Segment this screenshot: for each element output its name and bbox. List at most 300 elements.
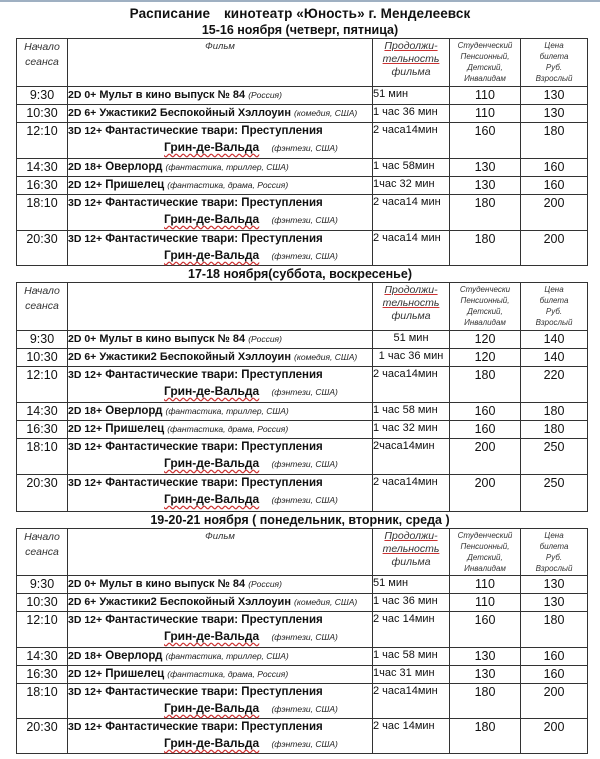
- film-genre: (Россия): [248, 579, 282, 589]
- table-row: [17, 719, 588, 754]
- discount-price: 110: [450, 576, 521, 594]
- film-duration: 1 час 58 мин: [373, 403, 450, 421]
- header-text-line: Продолжи-: [384, 40, 438, 52]
- film-genre: (фэнтези, США): [271, 632, 338, 642]
- film-genre: (фантастика, драма, Россия): [167, 180, 289, 190]
- film-title: Фантастические твари: Преступления: [105, 125, 323, 137]
- session-time: 14:30: [17, 403, 68, 421]
- film-duration: 1 час 36 мин: [373, 105, 450, 123]
- adult-price: 200: [521, 195, 588, 231]
- film-duration: 1 час 36 мин: [373, 594, 450, 612]
- film-cell: [68, 231, 373, 266]
- header-text-line: фильма: [391, 66, 431, 78]
- film-line-1: [68, 195, 372, 211]
- session-time: 9:30: [17, 331, 68, 349]
- film-line-1: [68, 403, 372, 419]
- adult-price: 160: [521, 177, 588, 195]
- film-duration: 2 часа14мин: [373, 367, 450, 403]
- header-text-line: Взрослый: [535, 74, 573, 83]
- header-duration-text: [373, 529, 449, 569]
- table-row: [17, 231, 588, 266]
- adult-price: 140: [521, 349, 588, 367]
- header-text-line: Цена: [544, 285, 564, 294]
- adult-price: 180: [521, 612, 588, 648]
- film-title: Пришелец: [105, 179, 165, 191]
- film-cell: [68, 349, 373, 367]
- header-session-start: [17, 283, 68, 331]
- adult-price: 130: [521, 576, 588, 594]
- header-text-line: Начало: [24, 285, 60, 297]
- adult-price: 180: [521, 123, 588, 159]
- film-title-continued: Грин-де-Вальда: [164, 384, 260, 398]
- film-line-1: [68, 349, 372, 365]
- header-text-line: билета: [539, 52, 569, 61]
- header-session-start: [17, 39, 68, 87]
- discount-price: 130: [450, 666, 521, 684]
- film-title-continued: Грин-де-Вальда: [164, 492, 260, 506]
- header-text-line: Начало: [24, 41, 60, 53]
- header-discount-price-text: [450, 529, 520, 574]
- film-line-1: [68, 87, 372, 103]
- film-format-rating: 2D 6+: [68, 596, 97, 608]
- film-duration: 2часа14мин: [373, 439, 450, 475]
- adult-price: 130: [521, 87, 588, 105]
- film-title-continued: Грин-де-Вальда: [164, 456, 260, 470]
- film-cell: [68, 331, 373, 349]
- table-header-row: [17, 529, 588, 576]
- film-line-1: [68, 123, 372, 139]
- header-adult-price: [521, 529, 588, 576]
- header-text-line: Инвалидам: [464, 318, 506, 327]
- schedule-table: [16, 38, 588, 266]
- film-cell: [68, 367, 373, 403]
- header-discount-price: [450, 39, 521, 87]
- film-title: Мульт в кино выпуск № 84: [99, 578, 246, 590]
- film-duration: 1 час 58 мин: [373, 648, 450, 666]
- table-row: [17, 177, 588, 195]
- header-text-line: Руб.: [545, 307, 563, 316]
- film-genre: (Россия): [248, 334, 282, 344]
- film-genre: (фэнтези, США): [271, 387, 338, 397]
- discount-price: 200: [450, 475, 521, 512]
- top-border-line: [0, 0, 600, 2]
- discount-price: 180: [450, 231, 521, 266]
- table-row: [17, 648, 588, 666]
- film-format-rating: 2D 18+: [68, 650, 103, 662]
- adult-price: 180: [521, 403, 588, 421]
- header-adult-price: [521, 39, 588, 87]
- film-genre: (комедия, США): [294, 108, 358, 118]
- discount-price: 160: [450, 403, 521, 421]
- discount-price: 180: [450, 684, 521, 719]
- discount-price: 160: [450, 123, 521, 159]
- adult-price: 250: [521, 475, 588, 512]
- film-title: Фантастические твари: Преступления: [105, 686, 323, 698]
- session-time: 16:30: [17, 666, 68, 684]
- film-line-1: [68, 367, 372, 383]
- film-line-1: [68, 439, 372, 455]
- header-session-start-text: [17, 529, 67, 560]
- page-title-part2: кинотеатр «Юность» г. Менделеевск: [223, 6, 471, 21]
- header-text-line: Пенсионный,: [460, 52, 510, 61]
- session-time: 20:30: [17, 231, 68, 266]
- discount-price: 160: [450, 421, 521, 439]
- table-header-row: [17, 39, 588, 87]
- session-time: 10:30: [17, 594, 68, 612]
- film-genre: (комедия, США): [294, 597, 358, 607]
- film-cell: [68, 403, 373, 421]
- film-title: Оверлорд: [105, 650, 163, 662]
- film-cell: [68, 576, 373, 594]
- header-text-line: Детский,: [467, 307, 503, 316]
- film-line-2: [68, 211, 372, 228]
- session-time: 14:30: [17, 159, 68, 177]
- film-line-1: [68, 177, 372, 193]
- film-line-1: [68, 719, 372, 735]
- header-discount-price: [450, 283, 521, 331]
- film-title: Ужастики2 Беспокойный Хэллоуин: [99, 596, 291, 608]
- header-text-line: Взрослый: [535, 564, 573, 573]
- session-time: 12:10: [17, 123, 68, 159]
- film-format-rating: 3D 12+: [68, 721, 103, 733]
- header-text-line: сеанса: [25, 56, 59, 68]
- table-row: [17, 666, 588, 684]
- header-text-line: фильма: [391, 556, 431, 568]
- film-genre: (фэнтези, США): [271, 739, 338, 749]
- session-time: 16:30: [17, 177, 68, 195]
- session-time: 9:30: [17, 576, 68, 594]
- adult-price: 200: [521, 719, 588, 754]
- film-genre: (фэнтези, США): [271, 251, 338, 261]
- adult-price: 220: [521, 367, 588, 403]
- header-text-line: Студенческий: [457, 531, 513, 540]
- session-time: 12:10: [17, 612, 68, 648]
- film-line-2: [68, 247, 372, 264]
- table-row: [17, 439, 588, 475]
- film-format-rating: 2D 12+: [68, 668, 103, 680]
- film-genre: (фэнтези, США): [271, 215, 338, 225]
- schedule-table: [16, 528, 588, 754]
- film-format-rating: 2D 0+: [68, 89, 97, 101]
- section-subtitle: 17-18 ноября(суббота, воскресенье): [188, 267, 412, 281]
- adult-price: 130: [521, 105, 588, 123]
- adult-price: 200: [521, 684, 588, 719]
- film-cell: [68, 719, 373, 754]
- header-discount-price-text: [450, 39, 520, 84]
- header-session-start-text: [17, 283, 67, 314]
- film-title: Фантастические твари: Преступления: [105, 197, 323, 209]
- header-text-line: Цена: [544, 41, 564, 50]
- session-time: 20:30: [17, 475, 68, 512]
- header-adult-price: [521, 283, 588, 331]
- film-genre: (комедия, США): [294, 352, 358, 362]
- film-line-2: [68, 491, 372, 508]
- header-duration-text: [373, 283, 449, 323]
- film-duration: 2 час 14мин: [373, 719, 450, 754]
- header-duration: [373, 283, 450, 331]
- film-format-rating: 3D 12+: [68, 233, 103, 245]
- film-line-1: [68, 594, 372, 610]
- header-text-line: Продолжи-: [384, 284, 438, 296]
- header-film-label: Фильм: [205, 531, 235, 542]
- film-genre: (фэнтези, США): [271, 704, 338, 714]
- table-row: [17, 349, 588, 367]
- film-title-continued: Грин-де-Вальда: [164, 701, 260, 715]
- header-session-start-text: [17, 39, 67, 70]
- discount-price: 200: [450, 439, 521, 475]
- session-time: 18:10: [17, 439, 68, 475]
- film-title: Фантастические твари: Преступления: [105, 614, 323, 626]
- adult-price: 250: [521, 439, 588, 475]
- film-genre: (фантастика, драма, Россия): [167, 669, 289, 679]
- film-line-2: [68, 628, 372, 645]
- header-adult-price-text: [521, 529, 587, 574]
- film-format-rating: 3D 12+: [68, 614, 103, 626]
- table-row: [17, 612, 588, 648]
- film-line-1: [68, 475, 372, 491]
- film-title: Фантастические твари: Преступления: [105, 477, 323, 489]
- section-subtitle: 19-20-21 ноября ( понедельник, вторник, среда ): [150, 513, 450, 527]
- film-cell: [68, 421, 373, 439]
- film-title: Оверлорд: [105, 405, 163, 417]
- film-title: Пришелец: [105, 668, 165, 680]
- film-duration: 51 мин: [373, 576, 450, 594]
- discount-price: 130: [450, 648, 521, 666]
- header-text-line: сеанса: [25, 300, 59, 312]
- film-format-rating: 2D 12+: [68, 423, 103, 435]
- table-row: [17, 403, 588, 421]
- header-film: [68, 283, 373, 331]
- film-duration: 2 часа14мин: [373, 123, 450, 159]
- film-title: Фантастические твари: Преступления: [105, 233, 323, 245]
- film-genre: (фэнтези, США): [271, 143, 338, 153]
- film-format-rating: 2D 12+: [68, 179, 103, 191]
- discount-price: 120: [450, 331, 521, 349]
- header-text-line: Студенческий: [457, 41, 513, 50]
- film-format-rating: 3D 12+: [68, 686, 103, 698]
- film-cell: [68, 123, 373, 159]
- session-time: 18:10: [17, 195, 68, 231]
- table-row: [17, 105, 588, 123]
- header-text-line: Начало: [24, 531, 60, 543]
- film-cell: [68, 594, 373, 612]
- film-cell: [68, 195, 373, 231]
- header-text-line: Цена: [544, 531, 564, 540]
- table-row: [17, 576, 588, 594]
- adult-price: 160: [521, 159, 588, 177]
- film-cell: [68, 159, 373, 177]
- film-line-1: [68, 648, 372, 664]
- header-text-line: тельность: [382, 543, 440, 555]
- header-text-line: Руб.: [545, 553, 563, 562]
- film-line-1: [68, 576, 372, 592]
- discount-price: 180: [450, 719, 521, 754]
- film-duration: 2 час 14мин: [373, 612, 450, 648]
- film-genre: (фэнтези, США): [271, 495, 338, 505]
- film-title: Пришелец: [105, 423, 165, 435]
- film-duration: 2 часа14 мин: [373, 231, 450, 266]
- table-row: [17, 87, 588, 105]
- table-row: [17, 684, 588, 719]
- film-format-rating: 2D 6+: [68, 107, 97, 119]
- film-title: Фантастические твари: Преступления: [105, 441, 323, 453]
- film-line-1: [68, 105, 372, 121]
- film-genre: (фантастика, драма, Россия): [167, 424, 289, 434]
- film-cell: [68, 105, 373, 123]
- film-cell: [68, 87, 373, 105]
- table-row: [17, 195, 588, 231]
- schedule-table: [16, 282, 588, 512]
- film-duration: 51 мин: [373, 331, 450, 349]
- table-row: [17, 421, 588, 439]
- header-discount-price: [450, 529, 521, 576]
- header-duration: [373, 529, 450, 576]
- header-text-line: Взрослый: [535, 318, 573, 327]
- adult-price: 160: [521, 648, 588, 666]
- film-duration: 51 мин: [373, 87, 450, 105]
- header-text-line: Студенчески: [459, 285, 511, 294]
- film-cell: [68, 684, 373, 719]
- film-title: Фантастические твари: Преступления: [105, 369, 323, 381]
- film-format-rating: 3D 12+: [68, 197, 103, 209]
- adult-price: 200: [521, 231, 588, 266]
- header-text-line: Пенсионный,: [460, 542, 510, 551]
- session-time: 18:10: [17, 684, 68, 719]
- session-time: 9:30: [17, 87, 68, 105]
- film-title-continued: Грин-де-Вальда: [164, 629, 260, 643]
- film-title: Мульт в кино выпуск № 84: [99, 333, 246, 345]
- header-text-line: Руб.: [545, 63, 563, 72]
- film-title-continued: Грин-де-Вальда: [164, 140, 260, 154]
- film-cell: [68, 648, 373, 666]
- header-text-line: Детский,: [467, 553, 503, 562]
- film-line-2: [68, 383, 372, 400]
- header-discount-price-text: [450, 283, 520, 328]
- film-format-rating: 2D 0+: [68, 333, 97, 345]
- film-line-2: [68, 455, 372, 472]
- session-time: 16:30: [17, 421, 68, 439]
- film-cell: [68, 177, 373, 195]
- film-cell: [68, 439, 373, 475]
- header-text-line: Детский,: [467, 63, 503, 72]
- film-line-1: [68, 612, 372, 628]
- table-row: [17, 367, 588, 403]
- film-duration: 1 час 36 мин: [373, 349, 450, 367]
- film-genre: (фантастика, триллер, США): [165, 406, 289, 416]
- film-cell: [68, 612, 373, 648]
- header-film: [68, 529, 373, 576]
- discount-price: 110: [450, 87, 521, 105]
- header-text-line: сеанса: [25, 546, 59, 558]
- adult-price: 160: [521, 666, 588, 684]
- header-text-line: фильма: [391, 310, 431, 322]
- table-row: [17, 123, 588, 159]
- table-row: [17, 594, 588, 612]
- session-time: 14:30: [17, 648, 68, 666]
- film-genre: (фантастика, триллер, США): [165, 651, 289, 661]
- header-adult-price-text: [521, 283, 587, 328]
- page-title-part1: Расписание: [129, 6, 211, 21]
- adult-price: 180: [521, 421, 588, 439]
- film-genre: (фантастика, триллер, США): [165, 162, 289, 172]
- header-text-line: тельность: [382, 53, 440, 65]
- film-genre: (Россия): [248, 90, 282, 100]
- discount-price: 180: [450, 367, 521, 403]
- film-genre: (фэнтези, США): [271, 459, 338, 469]
- adult-price: 130: [521, 594, 588, 612]
- table-header-row: [17, 283, 588, 331]
- header-text-line: Продолжи-: [384, 530, 438, 542]
- discount-price: 180: [450, 195, 521, 231]
- section-subtitle: 15-16 ноября (четверг, пятница): [201, 23, 399, 37]
- table-row: [17, 159, 588, 177]
- discount-price: 120: [450, 349, 521, 367]
- film-cell: [68, 475, 373, 512]
- film-line-1: [68, 331, 372, 347]
- header-text-line: билета: [539, 296, 569, 305]
- film-format-rating: 2D 6+: [68, 351, 97, 363]
- session-time: 10:30: [17, 349, 68, 367]
- discount-price: 110: [450, 105, 521, 123]
- header-text-line: билета: [539, 542, 569, 551]
- film-format-rating: 3D 12+: [68, 369, 103, 381]
- adult-price: 140: [521, 331, 588, 349]
- film-line-1: [68, 231, 372, 247]
- header-text-line: Пенсионный,: [460, 296, 510, 305]
- header-text-line: Инвалидам: [464, 564, 506, 573]
- header-text-line: тельность: [382, 297, 440, 309]
- film-line-1: [68, 421, 372, 437]
- film-format-rating: 2D 18+: [68, 161, 103, 173]
- film-duration: 1час 32 мин: [373, 177, 450, 195]
- film-title: Ужастики2 Беспокойный Хэллоуин: [99, 351, 291, 363]
- discount-price: 130: [450, 177, 521, 195]
- film-duration: 1 час 58мин: [373, 159, 450, 177]
- film-format-rating: 2D 18+: [68, 405, 103, 417]
- film-format-rating: 2D 0+: [68, 578, 97, 590]
- film-title-continued: Грин-де-Вальда: [164, 736, 260, 750]
- film-format-rating: 3D 12+: [68, 477, 103, 489]
- header-duration: [373, 39, 450, 87]
- film-duration: 2 часа14мин: [373, 684, 450, 719]
- film-cell: [68, 666, 373, 684]
- table-row: [17, 475, 588, 512]
- film-line-1: [68, 684, 372, 700]
- film-line-2: [68, 735, 372, 752]
- film-format-rating: 3D 12+: [68, 441, 103, 453]
- table-row: [17, 331, 588, 349]
- header-film: [68, 39, 373, 87]
- film-line-2: [68, 139, 372, 156]
- film-format-rating: 3D 12+: [68, 125, 103, 137]
- film-title-continued: Грин-де-Вальда: [164, 212, 260, 226]
- film-title: Фантастические твари: Преступления: [105, 721, 323, 733]
- film-line-2: [68, 700, 372, 717]
- session-time: 12:10: [17, 367, 68, 403]
- film-duration: 1час 31 мин: [373, 666, 450, 684]
- header-adult-price-text: [521, 39, 587, 84]
- session-time: 20:30: [17, 719, 68, 754]
- film-title: Оверлорд: [105, 161, 163, 173]
- schedule-sections: [0, 23, 600, 754]
- header-text-line: Инвалидам: [464, 74, 506, 83]
- film-title: Ужастики2 Беспокойный Хэллоуин: [99, 107, 291, 119]
- discount-price: 130: [450, 159, 521, 177]
- header-duration-text: [373, 39, 449, 79]
- header-film-label: Фильм: [205, 41, 235, 52]
- film-duration: 1 час 32 мин: [373, 421, 450, 439]
- header-session-start: [17, 529, 68, 576]
